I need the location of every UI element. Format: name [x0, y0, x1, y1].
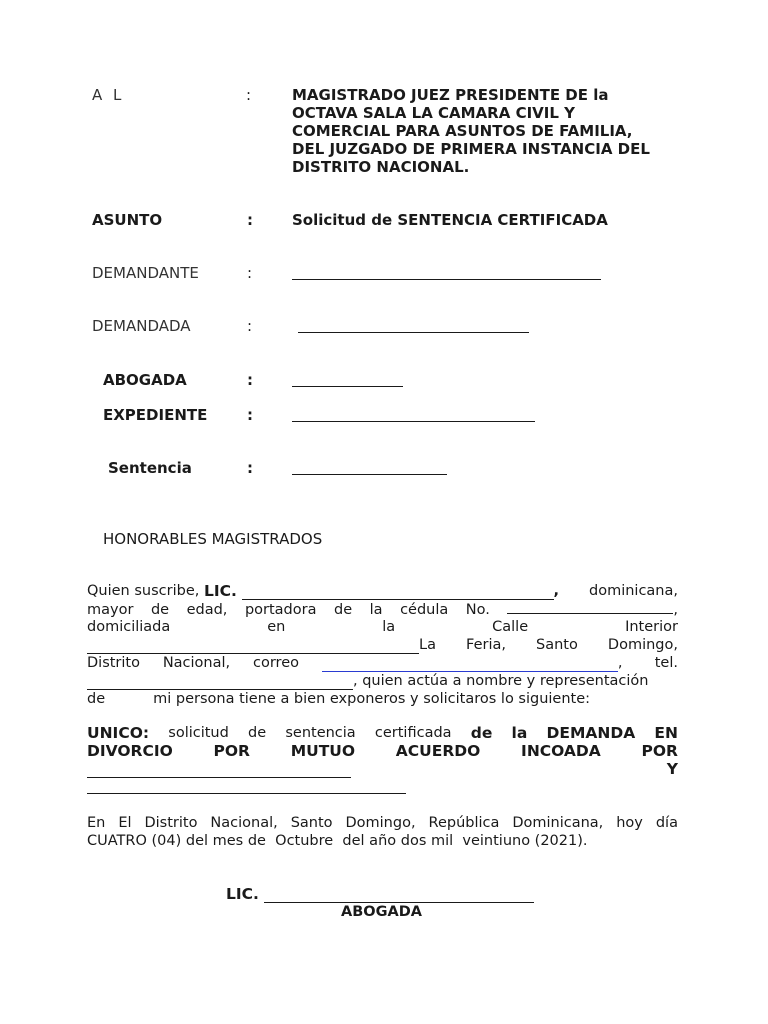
unico-line-3 [87, 760, 678, 778]
word: certificada [374, 725, 452, 741]
word: Nacional, [210, 815, 278, 831]
word: hoy [616, 815, 643, 831]
lic-name-blank[interactable] [242, 586, 554, 600]
word: de [470, 724, 493, 742]
word: edad, [186, 602, 228, 618]
unico-line-2 [87, 742, 678, 760]
addressee-line: MAGISTRADO JUEZ PRESIDENTE DE la [292, 86, 609, 104]
body-line-4 [87, 636, 678, 654]
word: Santo [536, 637, 578, 653]
word: de [333, 602, 353, 618]
party2-blank[interactable] [87, 778, 406, 794]
word: sentencia [285, 725, 356, 741]
signature-role: ABOGADA [341, 904, 422, 920]
signature-line [226, 885, 534, 903]
word: Dominicana, [512, 815, 604, 831]
word: Calle [492, 619, 529, 635]
email-link-blank[interactable] [322, 658, 618, 672]
word: correo [253, 655, 299, 671]
abogada-blank[interactable] [292, 371, 403, 387]
word: MUTUO [290, 742, 356, 760]
al-label: A L [92, 86, 125, 104]
al-colon: : [246, 86, 252, 104]
word: DEMANDA [546, 724, 636, 742]
word: Y [666, 760, 678, 778]
unico-label: UNICO: [87, 724, 150, 742]
body-text: Quien suscribe, [87, 583, 200, 599]
body-line-2: mayor de edad, portadora de la cédula No. , [87, 602, 678, 618]
addressee-line: DEL JUZGADO DE PRIMERA INSTANCIA DEL [292, 140, 650, 158]
body-text: mi persona tiene a bien exponeros y solicitaros lo siguiente: [153, 691, 591, 707]
word: domiciliada [87, 619, 171, 635]
demandante-label: DEMANDANTE [92, 264, 199, 282]
word: Distrito [144, 815, 198, 831]
body-text: de [87, 691, 106, 707]
word: República [428, 815, 500, 831]
demandada-blank[interactable] [298, 317, 529, 333]
word: En [87, 815, 106, 831]
demandada-colon: : [247, 317, 253, 335]
demandante-colon: : [247, 264, 253, 282]
word: Domingo, [607, 637, 678, 653]
signature-lic: LIC. [226, 885, 259, 903]
word: mayor [87, 602, 134, 618]
word: POR [213, 742, 250, 760]
salutation: HONORABLES MAGISTRADOS [103, 530, 323, 548]
expediente-blank[interactable] [292, 406, 535, 422]
word: en [267, 619, 286, 635]
sentencia-label: Sentencia [108, 459, 192, 477]
asunto-colon: : [247, 211, 253, 229]
addressee-line: DISTRITO NACIONAL. [292, 158, 470, 176]
body-text: , tel. [617, 655, 678, 671]
word: la [369, 602, 383, 618]
word: ACUERDO [395, 742, 481, 760]
body-line-5 [87, 654, 678, 672]
phone-blank[interactable] [87, 676, 353, 690]
signature-blank[interactable] [264, 889, 534, 903]
abogada-label: ABOGADA [103, 371, 187, 389]
closing-line-2: CUATRO (04) del mes de Octubre del año dos mil veintiuno (2021). [87, 833, 588, 849]
cedula-blank[interactable] [507, 600, 673, 614]
word: portadora [244, 602, 317, 618]
unico-line-1 [87, 724, 678, 742]
word: DIVORCIO [87, 742, 173, 760]
abogada-colon: : [247, 371, 253, 389]
word: Nacional, [162, 655, 231, 671]
addressee-line: COMERCIAL PARA ASUNTOS DE FAMILIA, [292, 122, 633, 140]
word: Domingo, [345, 815, 416, 831]
body-line-1: Quien suscribe, LIC. , dominicana, [87, 582, 678, 600]
expediente-colon: : [247, 406, 253, 424]
word: solicitud [168, 725, 229, 741]
word: No. [465, 602, 490, 618]
closing-line-1 [87, 814, 678, 832]
word: día [655, 815, 678, 831]
asunto-value: Solicitud de SENTENCIA CERTIFICADA [292, 211, 608, 229]
body-text: , quien actúa a nombre y representación [353, 673, 649, 689]
addressee-line: OCTAVA SALA LA CAMARA CIVIL Y [292, 104, 575, 122]
word: la [511, 724, 528, 742]
lic-label: LIC. [203, 582, 237, 600]
sentencia-colon: : [247, 459, 253, 477]
body-text: dominicana, [589, 583, 678, 599]
asunto-label: ASUNTO [92, 211, 163, 229]
word: EN [654, 724, 678, 742]
word: Interior [625, 619, 678, 635]
demandada-label: DEMANDADA [92, 317, 191, 335]
demandante-blank[interactable] [292, 264, 601, 280]
word: La [419, 637, 436, 653]
body-line-7 [87, 690, 590, 708]
word: Distrito [87, 655, 140, 671]
word: POR [641, 742, 678, 760]
word: de [150, 602, 170, 618]
addressee-block [292, 86, 692, 176]
body-line-6 [87, 672, 678, 690]
word: El [118, 815, 132, 831]
address-blank[interactable] [87, 640, 419, 654]
word: cédula [400, 602, 449, 618]
party1-blank[interactable] [87, 764, 351, 778]
word: Santo [290, 815, 333, 831]
word: INCOADA [521, 742, 601, 760]
expediente-label: EXPEDIENTE [103, 406, 208, 424]
word: Feria, [466, 637, 506, 653]
body-line-3 [87, 618, 678, 636]
sentencia-blank[interactable] [292, 459, 447, 475]
word: la [382, 619, 396, 635]
word: de [248, 725, 267, 741]
